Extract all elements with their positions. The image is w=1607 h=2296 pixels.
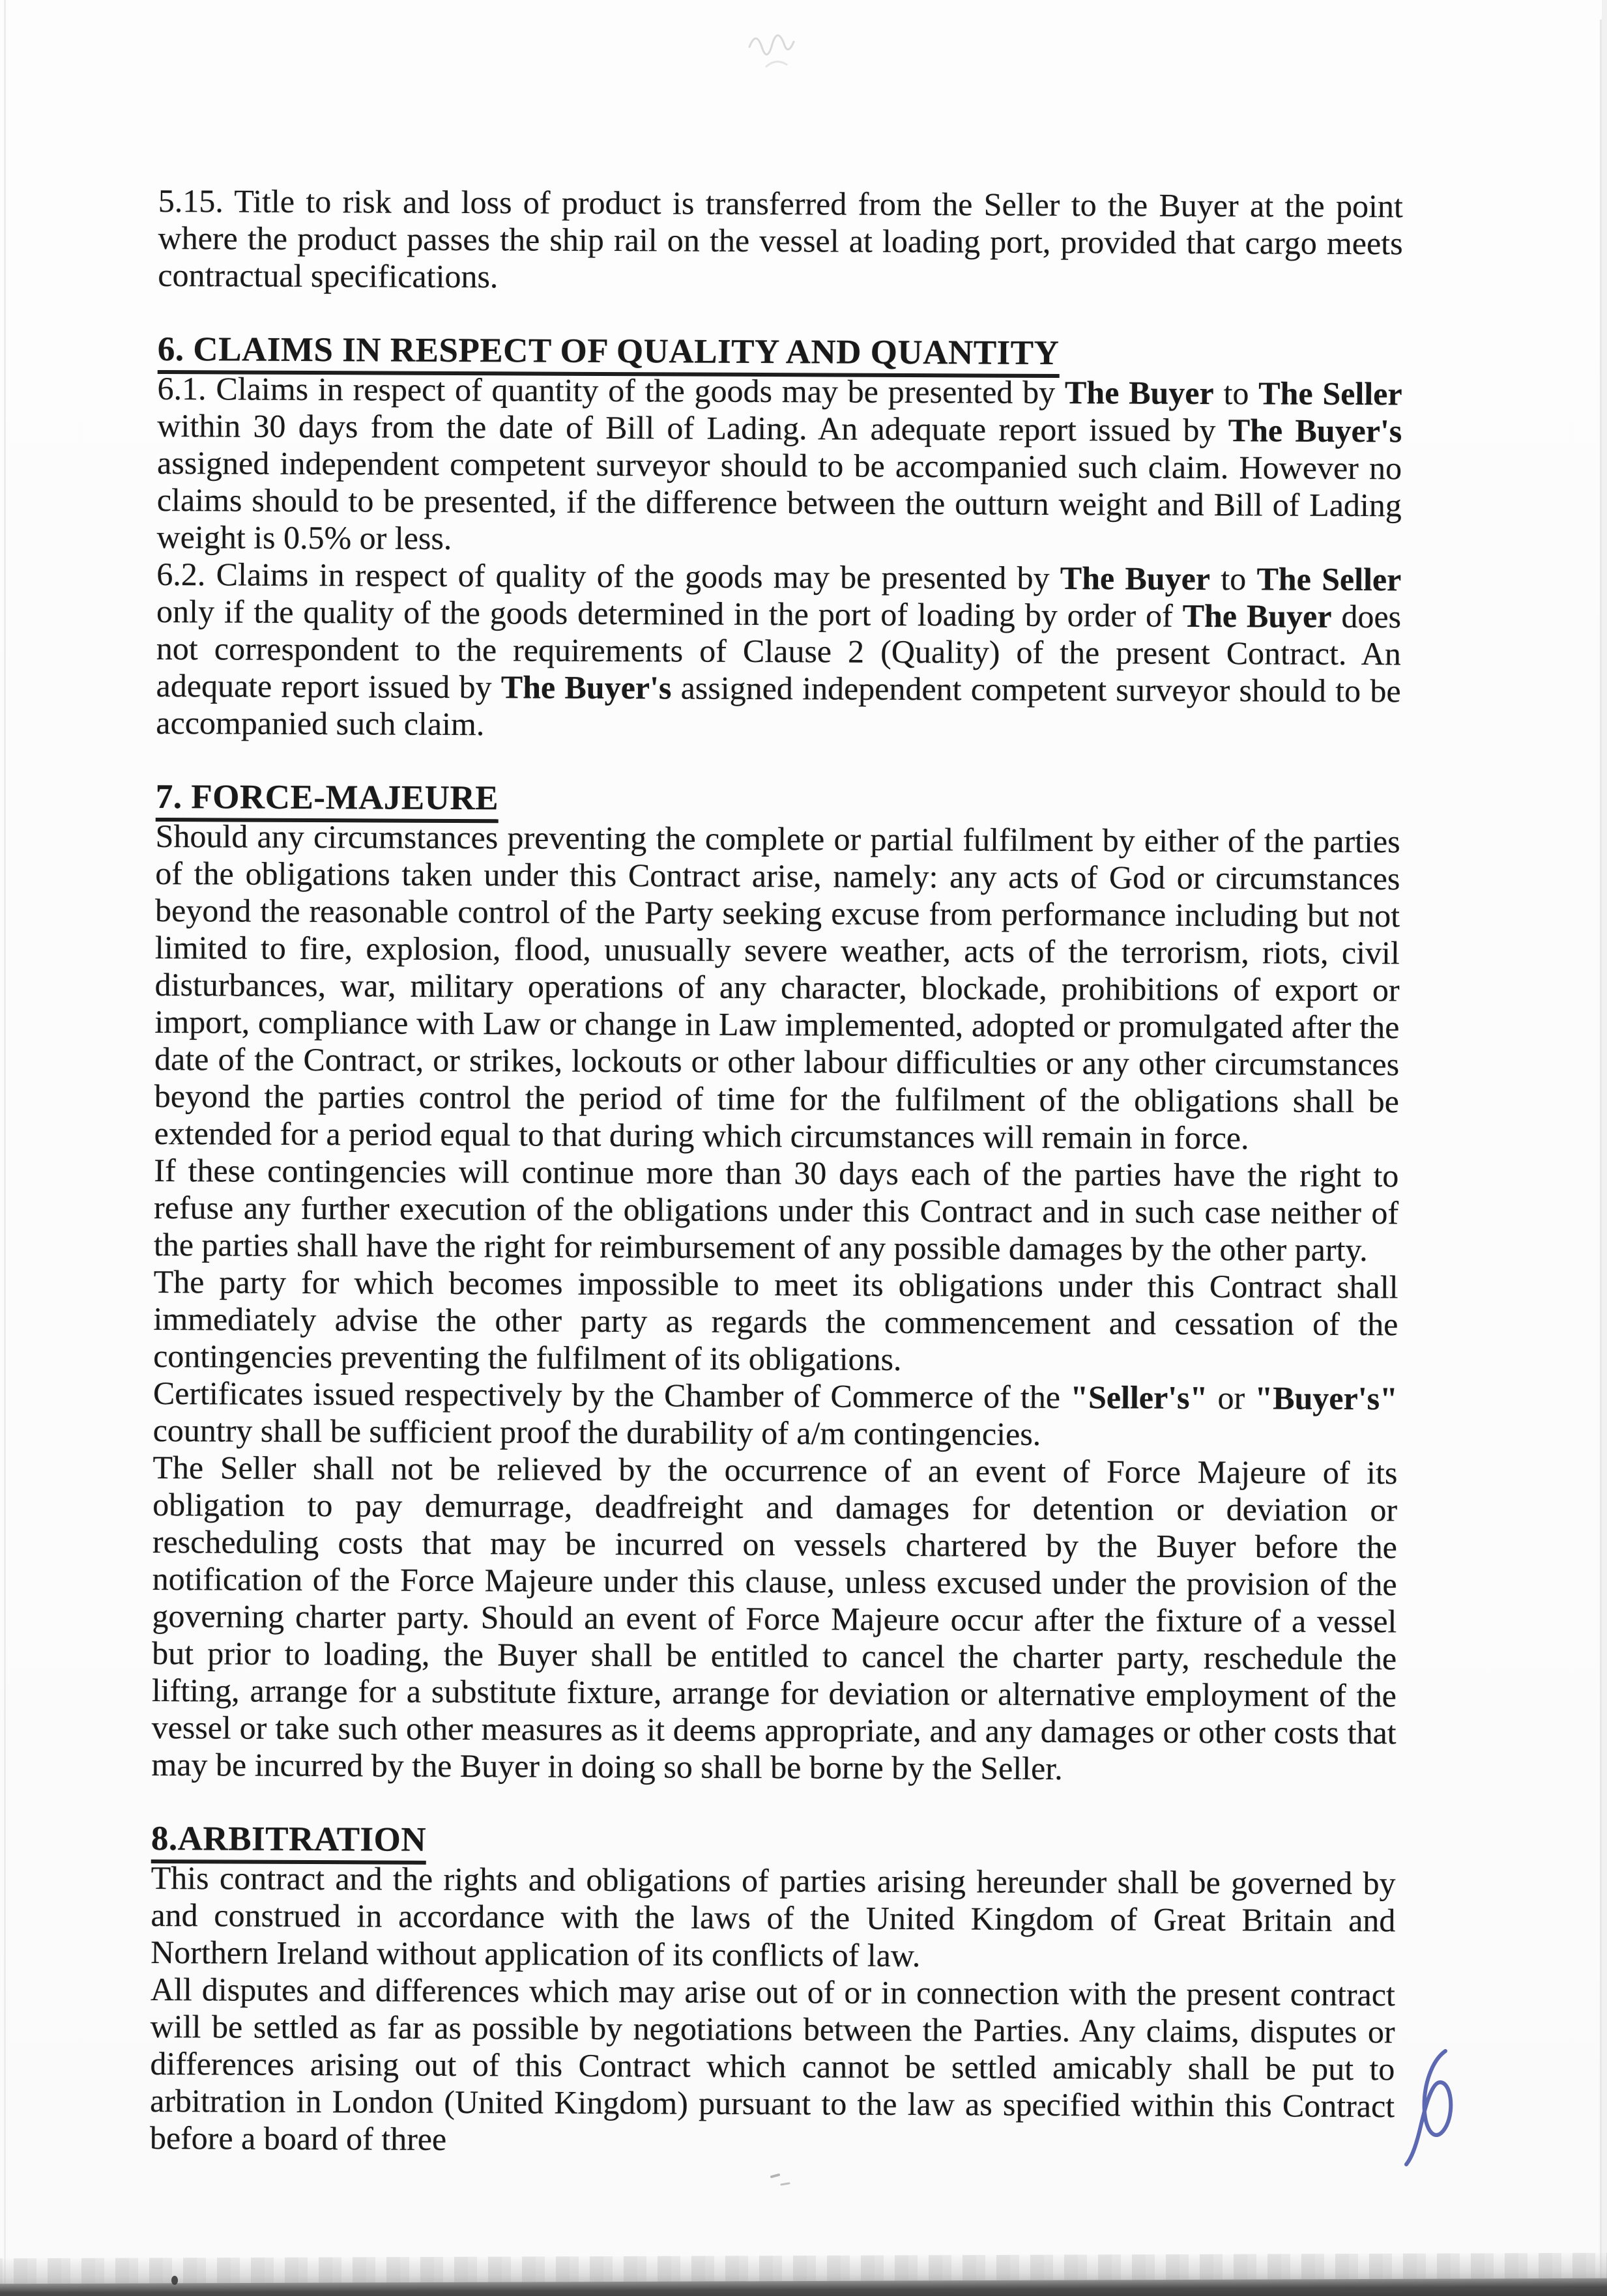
scan-smudge-top — [749, 35, 794, 66]
clause-8-p1: This contract and the rights and obligations of parties arising hereunder shall be governed by and construed in accordance with the laws of the United Kingdom of Great Britain and Northern Ireland without application of its conflicts of law. — [151, 1859, 1396, 1974]
section-6-heading: 6. CLAIMS IN RESPECT OF QUALITY AND QUANTITY — [158, 328, 1402, 375]
section-8-heading: 8.ARBITRATION — [151, 1818, 1396, 1865]
clause-6-1: 6.1. Claims in respect of quantity of the goods may be presented by The Buyer to The Seller within 30 days from the date of Bill of Lading. An adequate report issued by The Buyer's assigned independent competent surveyor should to be accompanied such claim. However no claims should to be presented, if the difference between the outturn weight and Bill of Lading weight is 0.5% or less. — [156, 369, 1402, 556]
signature-mark — [1406, 2051, 1451, 2164]
contract-body — [150, 182, 1403, 2162]
clause-7-p2: If these contingencies will continue more than 30 days each of the parties have the right to refuse any further execution of the obligations under this Contract and in such case neither of the parties shall have the right for reimbursement of any possible damages by the other party. — [153, 1151, 1399, 1269]
scan-specks-bottom — [772, 2175, 789, 2185]
clause-7-p5: The Seller shall not be relieved by the occurrence of an event of Force Majeure of its obligation to pay demurrage, deadfreight and damages for detention or deviation or rescheduling costs that may be incurred on vessels chartered by the Buyer before the notification of the Force Majeure under this clause, unless excused under the provision of the governing charter party. Should an event of Force Majeure occur after the fixture of a vessel but prior to loading, the Buyer shall be entitled to cancel the charter party, reschedule the lifting, arrange for a substitute fixture, arrange for deviation or alternative employment of the vessel or take such other measures as it deems appropriate, and any damages or other costs that may be incurred by the Buyer in doing so shall be borne by the Seller. — [151, 1448, 1398, 1787]
clause-5-15: 5.15. Title to risk and loss of product is transferred from the Seller to the Buyer at the point where the product passes the ship rail on the vessel at loading port, provided that cargo meets contractual specifications. — [158, 182, 1403, 295]
page-edge-right — [1600, 20, 1602, 2296]
clause-8-p2: All disputes and differences which may arise out of or in connection with the present contract will be settled as far as possible by negotiations between the Parties. Any claims, disputes or differences arising out of this Contract which cannot be settled amicably shall be put to arbitration in London (United Kingdom) pursuant to the law as specified within this Contract before a board of three — [149, 1970, 1396, 2157]
page-edge-right-soft — [1602, 0, 1607, 2296]
clause-7-p4: Certificates issued respectively by the Chamber of Commerce of the "Seller's" or "Buyer's" country shall be sufficient proof the durability of a/m contingencies. — [152, 1374, 1398, 1452]
clause-6-2: 6.2. Claims in respect of quality of the goods may be presented by The Buyer to The Seller only if the quality of the goods determined in the port of loading by order of The Buyer does not correspondent to the requirements of Clause 2 (Quality) of the present Contract. An adequate report issued by The Buyer's assigned independent competent surveyor should to be accompanied such claim. — [156, 555, 1402, 743]
clause-7-p1: Should any circumstances preventing the complete or partial fulfilment by either of the parties of the obligations taken under this Contract arise, namely: any acts of God or circumstances beyond the reasonable control of the Party seeking excuse from performance including but not limited to fire, explosion, flood, unusually severe weather, acts of the terrorism, riots, civil disturbances, war, military operations of any character, blockade, prohibitions of export or import, compliance with Law or change in Law implemented, adopted or promulgated after the date of the Contract, or strikes, lockouts or other labour difficulties or any other circumstances beyond the parties control the period of time for the fulfilment of the obligations shall be extended for a period equal to that during which circumstances will remain in force. — [154, 817, 1400, 1156]
section-7-heading: 7. FORCE-MAJEURE — [156, 776, 1400, 823]
clause-7-p3: The party for which becomes impossible to meet its obligations under this Contract shall immediately advise the other party as regards the commencement and cessation of the contingencies preventing the fulfilment of its obligations. — [153, 1263, 1398, 1377]
page-edge-left — [4, 0, 6, 2296]
